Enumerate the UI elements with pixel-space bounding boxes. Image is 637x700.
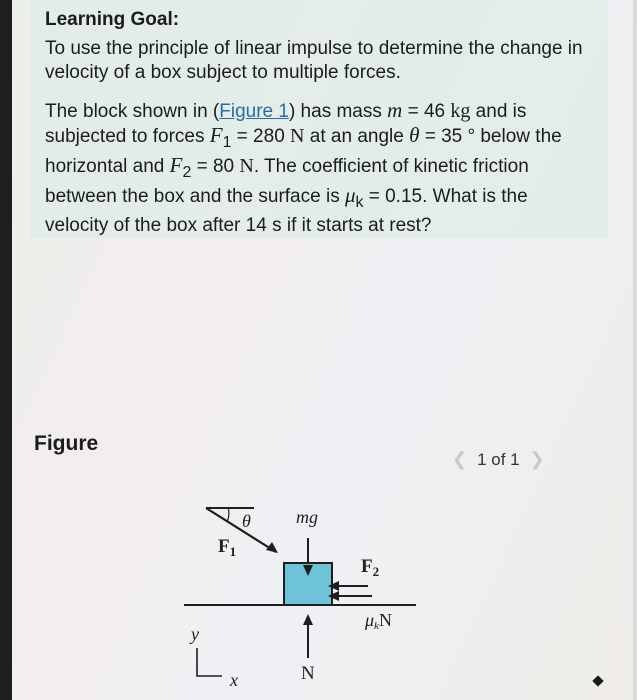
figure-link[interactable]: Figure 1	[219, 101, 289, 122]
mu-symbol: μ	[344, 183, 356, 208]
f1-arrow	[206, 508, 276, 552]
figure-pager	[452, 449, 545, 470]
f1-label: $F_1$	[218, 536, 237, 559]
problem-statement	[45, 99, 585, 238]
y-axis-label: y	[191, 624, 199, 644]
free-body-diagram	[170, 498, 430, 688]
normal-arrowhead	[303, 614, 313, 625]
chevron-left-icon[interactable]: ❮	[452, 449, 468, 469]
problem-text: = 35 ° below the horizontal and	[45, 125, 562, 177]
problem-text: at an angle	[304, 125, 410, 147]
friction-label: μkN	[365, 610, 392, 632]
window-edge	[0, 0, 12, 700]
mass-symbol: m	[387, 98, 403, 122]
weight-label: mg	[296, 507, 318, 527]
scrollbar[interactable]	[633, 0, 637, 700]
problem-text: ) has mass	[288, 101, 388, 122]
learning-goal-heading: Learning Goal:	[45, 9, 180, 30]
f2-subscript: 2	[182, 163, 192, 181]
chevron-right-icon[interactable]: ❯	[529, 449, 545, 469]
problem-text: . The coefficient of kinetic friction between the box and the surface is	[45, 155, 529, 208]
mu-subscript: k	[355, 193, 364, 211]
f2-unit: N	[239, 154, 254, 177]
theta-symbol: θ	[409, 122, 420, 147]
f1-symbol: F	[209, 122, 223, 147]
x-axis-label: x	[230, 670, 238, 690]
cursor-dot	[592, 675, 603, 686]
axes-indicator	[197, 648, 222, 676]
f2-symbol: F	[169, 152, 183, 177]
angle-arc	[227, 507, 229, 522]
problem-text: = 0.15. What is the velocity of the box after 14 s if it starts at rest?	[45, 186, 528, 237]
f1-unit: N	[290, 124, 305, 147]
problem-text: and is subjected to forces	[45, 101, 527, 147]
learning-goal-text: To use the principle of linear impulse to determine the change in velocity of a box subject to multiple forces.	[45, 38, 583, 83]
f1-subscript: 1	[222, 133, 232, 151]
problem-text: = 80	[191, 155, 240, 177]
f2-label: $F_2$	[361, 556, 380, 579]
figure-heading: Figure	[34, 432, 99, 455]
normal-label: N	[301, 663, 315, 684]
problem-text: = 46	[402, 101, 451, 122]
mass-unit: kg	[450, 100, 471, 122]
theta-label: θ	[242, 511, 251, 531]
pager-text: 1 of 1	[477, 450, 520, 469]
problem-text: = 280	[231, 125, 291, 147]
problem-text: The block shown in (	[45, 101, 220, 122]
